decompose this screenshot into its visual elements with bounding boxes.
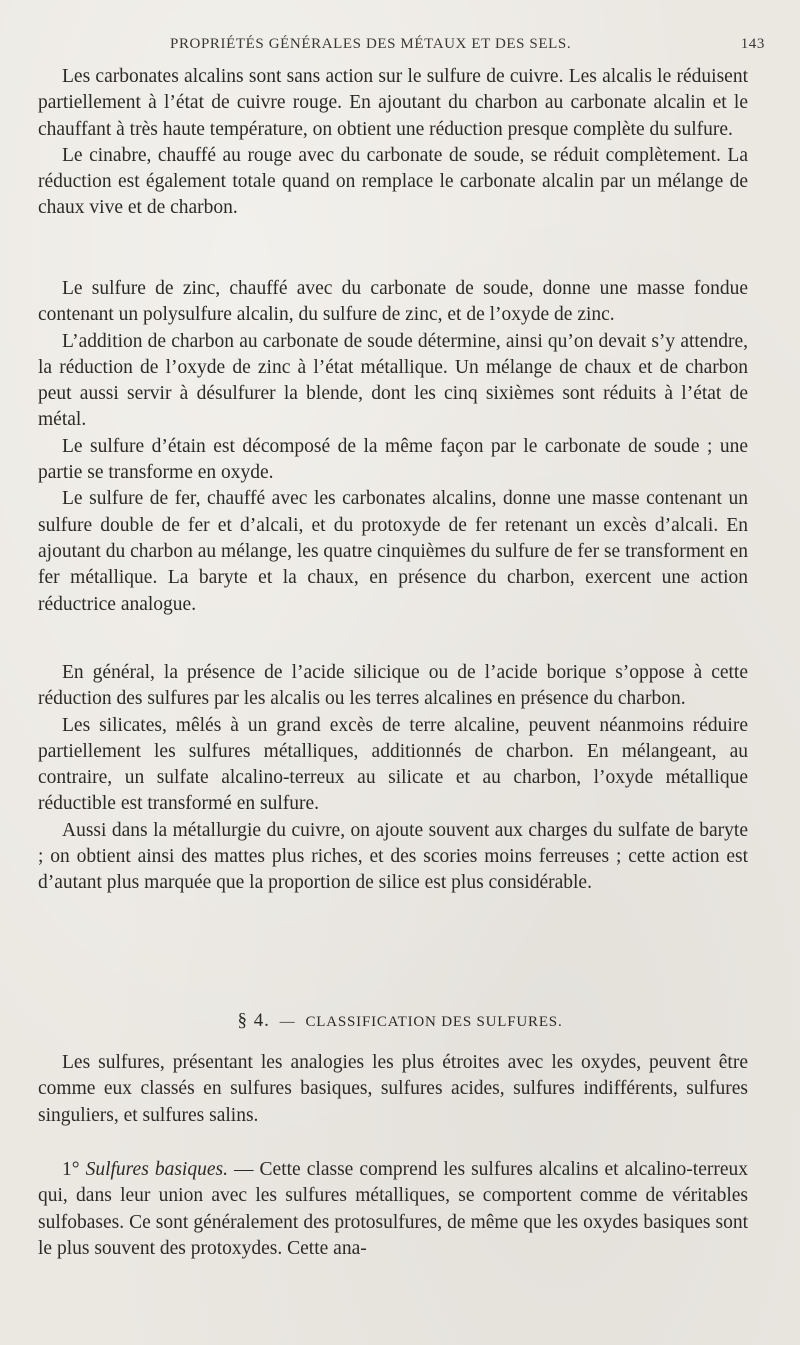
paragraph: Les carbonates alcalins sont sans action sur le sulfure de cuivre. Les alcalis le réduisent partiellement à l’état de cuivre rouge. En ajoutant du charbon au carbonate alcalin et le chauffant à très haute température, on obtient une réduction presque complète du sulfure. xyxy=(38,66,748,140)
item-number: 1° xyxy=(62,1159,86,1180)
paragraph: Les sulfures, présentant les analogies les plus étroites avec les oxydes, peuvent être comme eux classés en sulfures basiques, sulfures acides, sulfures indifférents, sulfures singuliers, et sulfures salins. xyxy=(38,1052,748,1126)
text-block-basic-sulfides xyxy=(38,1157,748,1262)
paragraph: L’addition de charbon au carbonate de soude détermine, ainsi qu’on devait s’y attendre, la réduction de l’oxyde de zinc à l’état métallique. Un mélange de chaux et de charbon peut aussi servir à désulfurer la blende, dont les cinq sixièmes sont réduits à l’état de métal. xyxy=(38,330,748,431)
paragraph: Le sulfure d’étain est décomposé de la même façon par le carbonate de soude ; une partie se transforme en oxyde. xyxy=(38,435,748,484)
text-block-zinc-iron xyxy=(38,276,748,618)
section-heading xyxy=(0,1010,800,1032)
paragraph-text: — Cette classe comprend les sulfures alcalins et alcalino-terreux qui, dans leur union avec les sulfures métalliques, se comportent comme de véritables sulfobases. Ce sont généralement des protosulfures, de même que les oxydes basiques sont le plus souvent des protoxydes. Cette ana- xyxy=(38,1159,748,1259)
text-block-classification xyxy=(38,1050,748,1129)
text-block-carbonates xyxy=(38,64,748,222)
section-number: 4. xyxy=(253,1010,270,1031)
paragraph: Aussi dans la métallurgie du cuivre, on ajoute souvent aux charges du sulfate de baryte ; on obtient ainsi des mattes plus riches, et des scories moins ferreuses ; cette action est d’autant plus marquée que la proportion de silice est plus considérable. xyxy=(38,819,748,894)
section-symbol: § xyxy=(237,1010,248,1031)
text-block-silicates xyxy=(38,660,748,897)
page-number: 143 xyxy=(740,36,765,52)
paragraph: Le sulfure de zinc, chauffé avec du carbonate de soude, donne une masse fondue contenant un polysulfure alcalin, du sulfure de zinc, et de l’oxyde de zinc. xyxy=(38,278,748,326)
section-dash: — xyxy=(279,1014,296,1030)
running-header xyxy=(170,36,765,58)
run-in-heading: Sulfures basiques. xyxy=(85,1159,228,1180)
paragraph: Le cinabre, chauffé au rouge avec du carbonate de soude, se réduit complètement. La réduction est également totale quand on remplace le carbonate alcalin par un mélange de chaux vive et de charbon. xyxy=(38,144,748,219)
paragraph: Les silicates, mêlés à un grand excès de terre alcaline, peuvent néanmoins réduire partiellement les sulfures métalliques, additionnés de charbon. En mélangeant, au contraire, un sulfate alcalino-terreux au silicate et au charbon, l’oxyde métallique réductible est transformé en sulfure. xyxy=(38,714,748,815)
section-title: CLASSIFICATION DES SULFURES. xyxy=(305,1014,563,1030)
paragraph: En général, la présence de l’acide silicique ou de l’acide borique s’oppose à cette réduction des sulfures par les alcalis ou les terres alcalines en présence du charbon. xyxy=(38,662,748,710)
running-title: PROPRIÉTÉS GÉNÉRALES DES MÉTAUX ET DES SELS. xyxy=(170,36,572,52)
paragraph: Le sulfure de fer, chauffé avec les carbonates alcalins, donne une masse contenant un sulfure double de fer et d’alcali, et du protoxyde de fer retenant un excès d’alcali. En ajoutant du charbon au mélange, les quatre cinquièmes du sulfure de fer se transforment en fer métallique. La baryte et la chaux, en présence du charbon, exercent une action réductrice analogue. xyxy=(38,488,748,615)
paragraph xyxy=(38,1157,748,1262)
